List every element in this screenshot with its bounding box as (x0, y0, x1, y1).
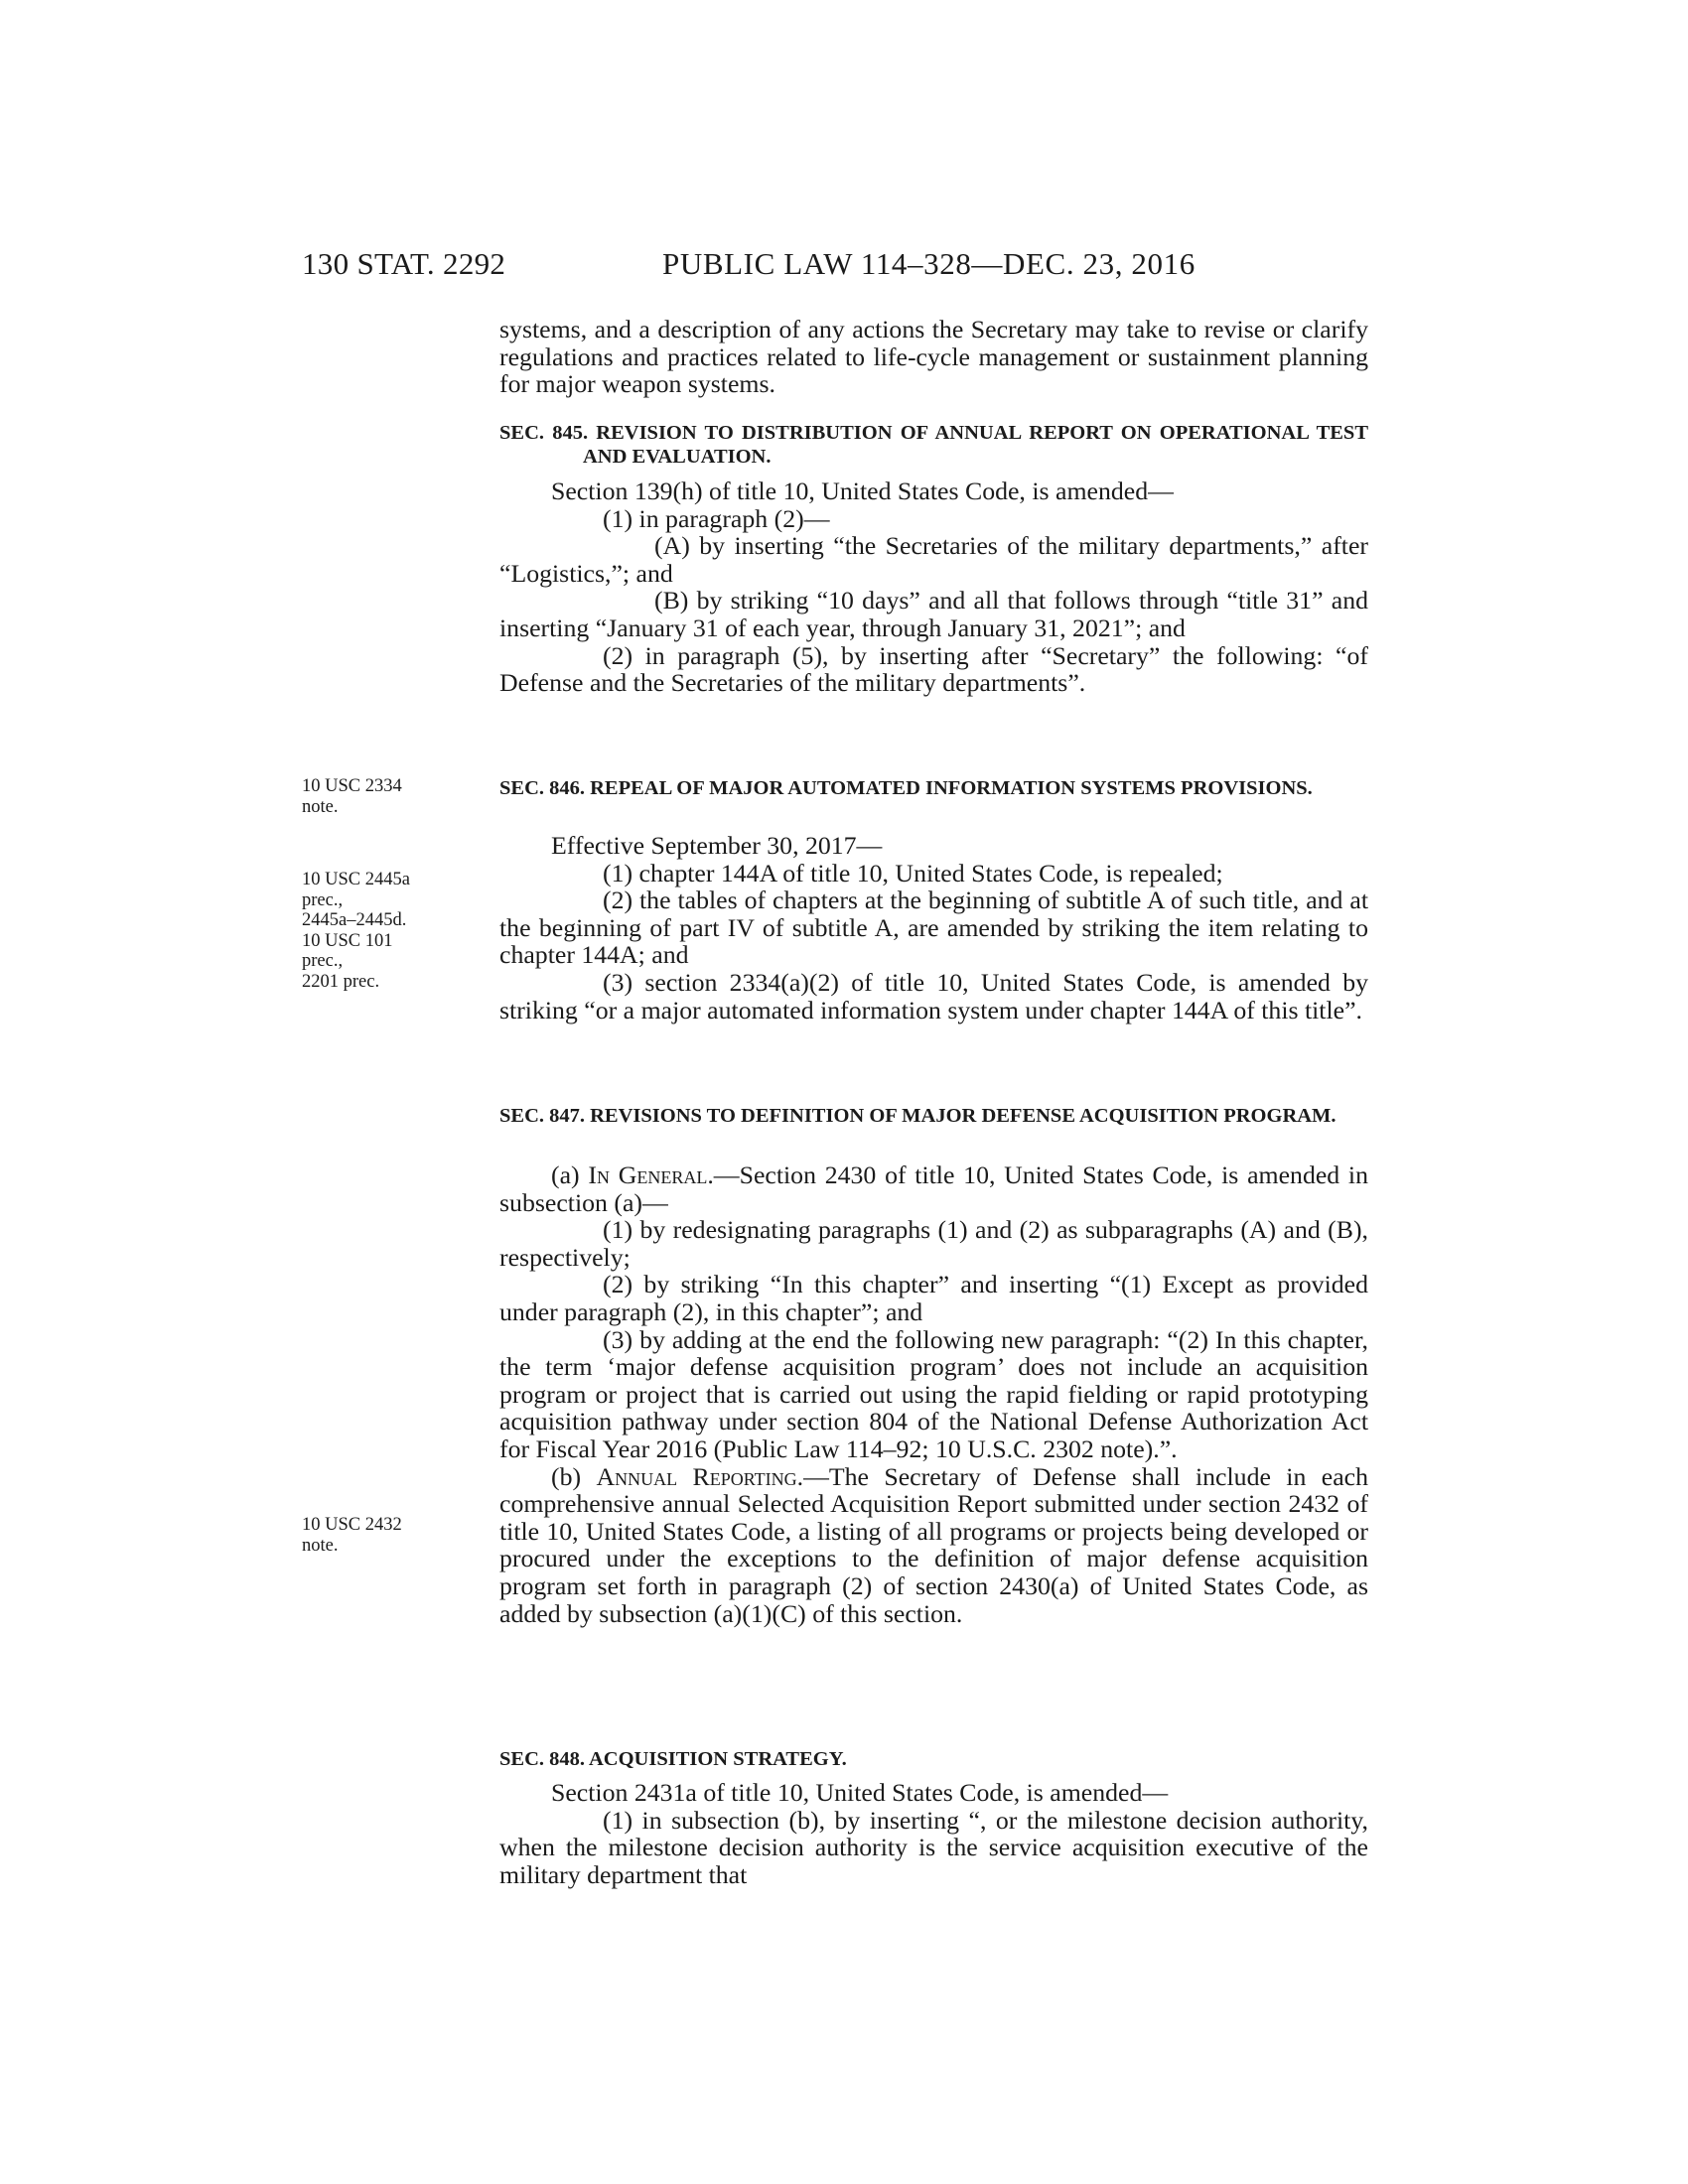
margin-note-line: 10 USC 2432 (302, 1515, 402, 1535)
section-846-heading: SEC. 846. REPEAL OF MAJOR AUTOMATED INFORMATION SYSTEMS PROVISIONS. (499, 777, 1313, 799)
section-846 (499, 776, 1368, 800)
margin-note (302, 776, 441, 817)
margin-note-line: 10 USC 2334 (302, 776, 402, 796)
subsection-b-text: .—The Secretary of Defense shall include in each comprehensive annual Selected Acquisition Report submitted under section 2432 of title 10, United States Code, a listing of all programs or projects being developed or procured under the exceptions to the definition of major defense acquisition program set forth in paragraph (2) of section 2430(a) of United States Code, as added by subsection (a)(1)(C) of this section. (499, 1461, 1369, 1628)
section-845 (499, 421, 1368, 469)
subsection-b (499, 1463, 1368, 1628)
section-848-body (499, 1779, 1368, 1888)
intro-paragraph: systems, and a description of any actions the Secretary may take to revise or clarify regulations and practices related to life-cycle management or sustainment planning for major weapon systems. (499, 315, 1368, 399)
section-845-body (499, 478, 1368, 697)
section-848-heading: SEC. 848. ACQUISITION STRATEGY. (499, 1748, 847, 1770)
section-846-body (499, 832, 1368, 1024)
section-847-paragraph: (1) by redesignating paragraphs (1) and (2) as subparagraphs (A) and (B), respectively; (499, 1215, 1368, 1272)
section-845-paragraph: Section 139(h) of title 10, United States Code, is amended— (551, 477, 1174, 505)
margin-note-line: 2201 prec. (302, 971, 380, 992)
section-845-paragraph: (2) in paragraph (5), by inserting after “Secretary” the following: “of Defense and the Secretaries of the military departments”. (499, 640, 1368, 698)
section-847-paragraph: (2) by striking “In this chapter” and inserting “(1) Except as provided under paragraph (2), in this chapter”; and (499, 1270, 1368, 1326)
section-848-paragraph: Section 2431a of title 10, United States Code, is amended— (551, 1778, 1169, 1807)
section-845-paragraph: (1) in paragraph (2)— (603, 503, 830, 533)
section-846-paragraph: (2) the tables of chapters at the beginning of subtitle A of such title, and at the beginning of part IV of subtitle A, are amended by striking the item relating to chapter 144A; and (499, 886, 1368, 970)
section-846-paragraph: Effective September 30, 2017— (551, 831, 883, 860)
section-848-paragraph: (1) in subsection (b), by inserting “, or the milestone decision authority, when the milestone decision authority is the service acquisition executive of the military department that (499, 1805, 1368, 1889)
margin-note-line: 10 USC 101 (302, 930, 393, 951)
section-847-paragraph: (3) by adding at the end the following new paragraph: “(2) In this chapter, the term ‘major defense acquisition program’ does not include an acquisition program or project that is carried out using the rapid fielding or rapid prototyping acquisition pathway under section 804 of the National Defense Authorization Act for Fiscal Year 2016 (Public Law 114–92; 10 U.S.C. 2302 note).”. (499, 1324, 1368, 1463)
section-847 (499, 1104, 1368, 1128)
subsection-b-caption: Annual Reporting (596, 1461, 797, 1491)
margin-note-line: note. (302, 796, 339, 817)
margin-note (302, 870, 441, 992)
running-title: PUBLIC LAW 114–328—DEC. 23, 2016 (662, 246, 1196, 281)
section-847-body (499, 1161, 1368, 1627)
section-848 (499, 1747, 1368, 1771)
section-845-heading: SEC. 845. REVISION TO DISTRIBUTION OF ANNUAL REPORT ON OPERATIONAL TEST AND EVALUATION. (499, 422, 1368, 468)
subsection-a-label: (a) (551, 1160, 580, 1189)
margin-note (302, 1515, 441, 1556)
section-845-paragraph: (A) by inserting “the Secretaries of the military departments,” after “Logistics,”; and (499, 531, 1368, 588)
page-header (0, 246, 1688, 286)
subsection-a (499, 1161, 1368, 1216)
margin-note-line: prec., (302, 889, 344, 910)
margin-note-line: note. (302, 1535, 339, 1556)
section-846-paragraph: (1) chapter 144A of title 10, United States Code, is repealed; (603, 858, 1223, 887)
subsection-a-text: .—Section 2430 of title 10, United States Code, is amended in subsection (a)— (499, 1160, 1368, 1217)
section-846-paragraph: (3) section 2334(a)(2) of title 10, United States Code, is amended by striking “or a major automated information system under chapter 144A of this title”. (499, 967, 1368, 1024)
section-845-paragraph: (B) by striking “10 days” and all that follows through “title 31” and inserting “January 31 of each year, through January 31, 2021”; and (499, 586, 1368, 642)
margin-note-line: 2445a–2445d. (302, 910, 407, 930)
intro-block (499, 316, 1368, 398)
margin-note-line: 10 USC 2445a (302, 870, 410, 889)
subsection-b-label: (b) (551, 1461, 582, 1491)
stat-page-number: 130 STAT. 2292 (302, 246, 506, 281)
margin-note-line: prec., (302, 951, 344, 971)
subsection-a-caption: In General (588, 1160, 708, 1189)
section-847-heading: SEC. 847. REVISIONS TO DEFINITION OF MAJOR DEFENSE ACQUISITION PROGRAM. (499, 1105, 1336, 1127)
